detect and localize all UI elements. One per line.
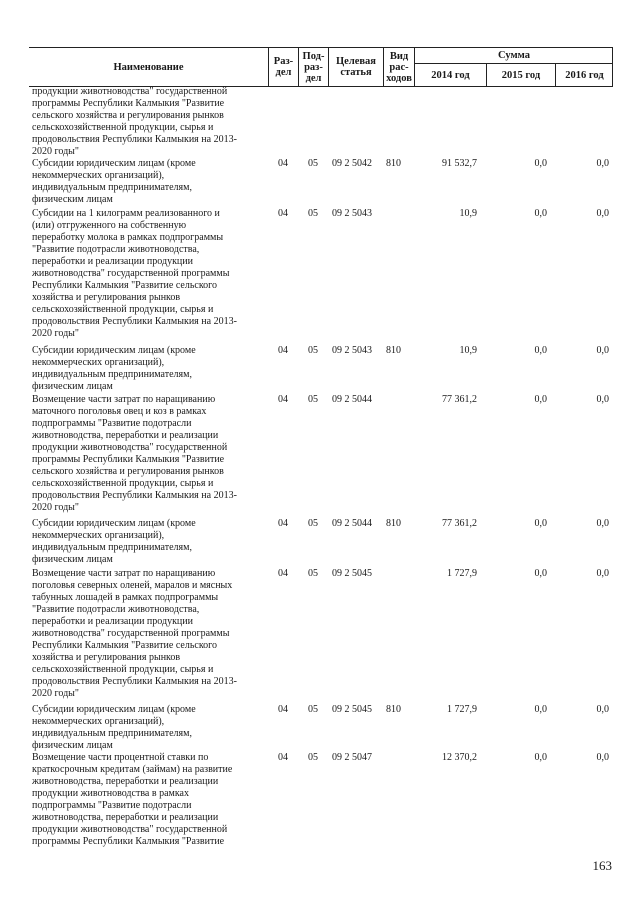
row-name: Субсидии юридическим лицам (кроме некоммерческих организаций), индивидуальным предпринимателям, физическим лицам xyxy=(32,158,196,205)
header-podrazdel: Под- раз- дел xyxy=(298,48,328,86)
row-y2016: 0,0 xyxy=(596,158,609,169)
row-razdel: 04 xyxy=(278,704,288,715)
row-y2015: 0,0 xyxy=(534,518,547,529)
row-y2014: 1 727,9 xyxy=(447,704,477,715)
row-y2015: 0,0 xyxy=(534,752,547,763)
header-y2014: 2014 год xyxy=(414,64,486,86)
row-y2015: 0,0 xyxy=(534,568,547,579)
row-target: 09 2 5043 xyxy=(332,345,372,356)
row-razdel: 04 xyxy=(278,568,288,579)
page-number: 163 xyxy=(592,858,612,873)
row-podrazdel: 05 xyxy=(308,158,318,169)
header-razdel: Раз- дел xyxy=(268,48,298,86)
row-podrazdel: 05 xyxy=(308,208,318,219)
header-y2015: 2015 год xyxy=(486,64,555,86)
header-target: Целевая статья xyxy=(328,48,383,86)
header-sum: Сумма xyxy=(414,48,613,64)
table-header xyxy=(29,47,613,87)
row-name: Субсидии юридическим лицам (кроме некоммерческих организаций), индивидуальным предпринимателям, физическим лицам xyxy=(32,345,196,392)
row-target: 09 2 5042 xyxy=(332,158,372,169)
row-name: Субсидии юридическим лицам (кроме некоммерческих организаций), индивидуальным предпринимателям, физическим лицам xyxy=(32,704,196,751)
row-name: Субсидии юридическим лицам (кроме некоммерческих организаций), индивидуальным предпринимателям, физическим лицам xyxy=(32,518,196,565)
row-podrazdel: 05 xyxy=(308,704,318,715)
row-target: 09 2 5044 xyxy=(332,518,372,529)
row-vid: 810 xyxy=(386,704,401,715)
row-y2016: 0,0 xyxy=(596,345,609,356)
row-y2014: 10,9 xyxy=(459,345,477,356)
row-y2016: 0,0 xyxy=(596,568,609,579)
row-name: Возмещение части процентной ставки по краткосрочным кредитам (займам) на развитие животноводства, переработки и реализации продукции животноводства в рамках подпрограммы "Развитие подотрасли животноводства, переработки и реализации продукции животноводства" государственной программы Республики Калмыкия "Развитие xyxy=(32,752,233,847)
row-target: 09 2 5044 xyxy=(332,394,372,405)
row-razdel: 04 xyxy=(278,394,288,405)
row-y2014: 1 727,9 xyxy=(447,568,477,579)
row-name: Субсидии на 1 килограмм реализованного и (или) отгруженного на собственную переработку молока в рамках подпрограммы "Развитие подотрасли животноводства, переработки и реализации продукции животноводства" государственной программы Республики Калмыкия "Развитие сельского хозяйства и регулирования рынков сельскохозяйственной продукции, сырья и продовольствия Республики Калмыкия на 2013- 2020 годы" xyxy=(32,208,237,339)
row-y2015: 0,0 xyxy=(534,704,547,715)
row-y2015: 0,0 xyxy=(534,158,547,169)
header-vid: Вид рас- ходов xyxy=(383,48,414,86)
row-vid: 810 xyxy=(386,345,401,356)
row-name: продукции животноводства" государственной программы Республики Калмыкия "Развитие сельского хозяйства и регулирования рынков сельскохозяйственной продукции, сырья и продовольствия Республики Калмыкия на 2013- 2020 годы" xyxy=(32,86,237,157)
row-y2016: 0,0 xyxy=(596,208,609,219)
row-target: 09 2 5047 xyxy=(332,752,372,763)
row-target: 09 2 5045 xyxy=(332,568,372,579)
row-razdel: 04 xyxy=(278,158,288,169)
row-y2014: 12 370,2 xyxy=(442,752,477,763)
row-y2015: 0,0 xyxy=(534,394,547,405)
row-target: 09 2 5043 xyxy=(332,208,372,219)
row-y2015: 0,0 xyxy=(534,345,547,356)
row-name: Возмещение части затрат по наращиванию маточного поголовья овец и коз в рамках подпрограммы "Развитие подотрасли животноводства, переработки и реализации продукции животноводства" государственной программы Республики Калмыкия "Развитие сельского хозяйства и регулирования рынков сельскохозяйственной продукции, сырья и продовольствия Республики Калмыкия на 2013- 2020 годы" xyxy=(32,394,237,513)
header-name-label: Наименование xyxy=(113,61,184,73)
row-y2016: 0,0 xyxy=(596,704,609,715)
row-name: Возмещение части затрат по наращиванию поголовья северных оленей, маралов и мясных табунных лошадей в рамках подпрограммы "Развитие подотрасли животноводства, переработки и реализации продукции животноводства" государственной программы Республики Калмыкия "Развитие сельского хозяйства и регулирования рынков сельскохозяйственной продукции, сырья и продовольствия Республики Калмыкия на 2013- 2020 годы" xyxy=(32,568,237,699)
row-y2014: 10,9 xyxy=(459,208,477,219)
row-y2016: 0,0 xyxy=(596,518,609,529)
row-target: 09 2 5045 xyxy=(332,704,372,715)
row-podrazdel: 05 xyxy=(308,568,318,579)
row-y2016: 0,0 xyxy=(596,752,609,763)
header-y2016: 2016 год xyxy=(555,64,613,86)
row-razdel: 04 xyxy=(278,345,288,356)
row-vid: 810 xyxy=(386,158,401,169)
row-razdel: 04 xyxy=(278,752,288,763)
row-razdel: 04 xyxy=(278,518,288,529)
row-vid: 810 xyxy=(386,518,401,529)
row-podrazdel: 05 xyxy=(308,345,318,356)
row-razdel: 04 xyxy=(278,208,288,219)
row-podrazdel: 05 xyxy=(308,752,318,763)
row-y2014: 77 361,2 xyxy=(442,394,477,405)
row-y2014: 91 532,7 xyxy=(442,158,477,169)
header-border xyxy=(612,48,613,86)
row-y2016: 0,0 xyxy=(596,394,609,405)
row-podrazdel: 05 xyxy=(308,518,318,529)
header-name xyxy=(29,48,268,86)
row-y2014: 77 361,2 xyxy=(442,518,477,529)
row-podrazdel: 05 xyxy=(308,394,318,405)
row-y2015: 0,0 xyxy=(534,208,547,219)
